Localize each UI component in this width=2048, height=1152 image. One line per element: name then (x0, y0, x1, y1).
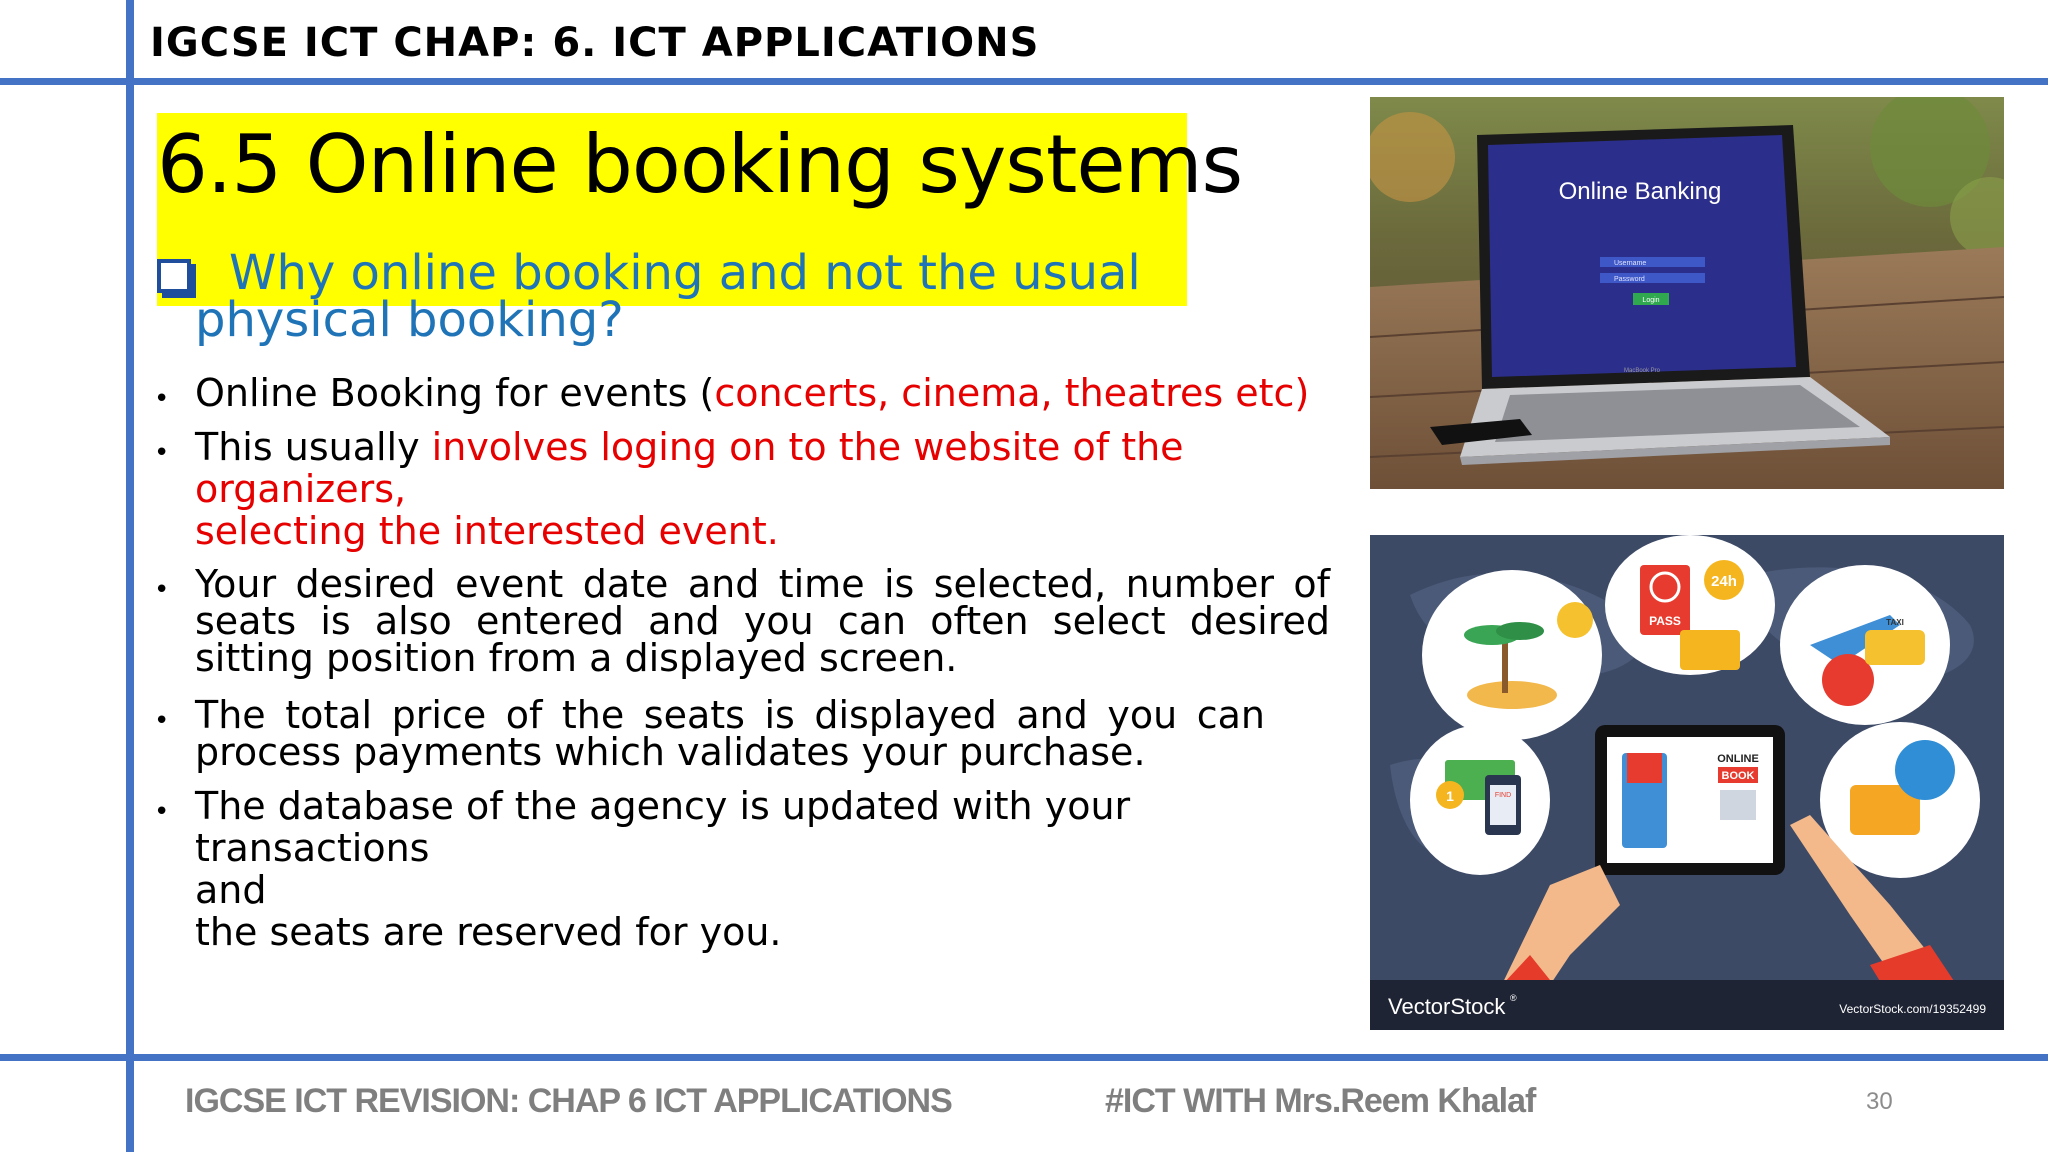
laptop-brand-label: MacBook Pro (1623, 368, 1661, 374)
bullet-dot-icon: • (154, 575, 170, 605)
online-booking-illustration (1370, 535, 2004, 1030)
book-label: BOOK (1721, 770, 1755, 782)
laptop-illustration (1370, 97, 2004, 489)
question-heading (157, 245, 1141, 348)
username-field-label: Username (1614, 260, 1647, 267)
bullet-item: • Online Booking for events (concerts, cinema, theatres etc) (150, 372, 1330, 414)
bullet-item: • Your desired event date and time is selected, number of seats is also entered and you can often select desired sitting position from a displayed screen. (154, 562, 1330, 680)
page-header-title: IGCSE ICT CHAP: 6. ICT APPLICATIONS (150, 20, 1040, 66)
bullet-list (150, 372, 1330, 953)
booking-illustration (1370, 535, 2004, 1030)
watermark-brand: VectorStock (1388, 994, 1506, 1019)
bullet-dot-icon: • (154, 384, 170, 414)
password-field-label: Password (1614, 276, 1645, 283)
coin-label: 1 (1446, 788, 1454, 804)
pass-label: PASS (1649, 614, 1681, 628)
hours-label: 24h (1711, 573, 1737, 590)
find-label: FIND (1494, 792, 1512, 799)
screen-title: Online Banking (1558, 178, 1722, 205)
watermark-registered-mark: ® (1510, 993, 1517, 1003)
footer-course-title: IGCSE ICT REVISION: CHAP 6 ICT APPLICATIONS (185, 1082, 952, 1120)
bullet-item: • The total price of the seats is displayed and you can process payments which validates your purchase. (154, 693, 1265, 774)
bullet-dot-icon: • (154, 438, 170, 468)
vertical-rule (126, 0, 134, 1152)
page-number: 30 (1866, 1088, 1893, 1115)
taxi-label: TAXI (1886, 618, 1904, 627)
checkbox-bullet-icon (157, 259, 191, 293)
bullet-item: • The database of the agency is updated with your transactions and the seats are reserved for you. (154, 784, 1131, 954)
footer-author: #ICT WITH Mrs.Reem Khalaf (1105, 1082, 1536, 1120)
question-line-2: physical booking? (195, 292, 624, 348)
bullet-dot-icon: • (154, 706, 170, 736)
bullet-dot-icon: • (154, 797, 170, 827)
laptop-online-banking-image (1370, 97, 2004, 489)
watermark-url: VectorStock.com/19352499 (1839, 1002, 1986, 1016)
bullet-item: • This usually involves loging on to the website of the organizers, selecting the interested event. (154, 425, 1184, 553)
online-label: ONLINE (1717, 753, 1759, 765)
header-rule (0, 78, 2048, 85)
question-line-1: Why online booking and not the usual (229, 245, 1141, 301)
footer-rule (0, 1054, 2048, 1061)
section-title: 6.5 Online booking systems (157, 118, 1243, 211)
login-button-label: Login (1642, 297, 1660, 304)
